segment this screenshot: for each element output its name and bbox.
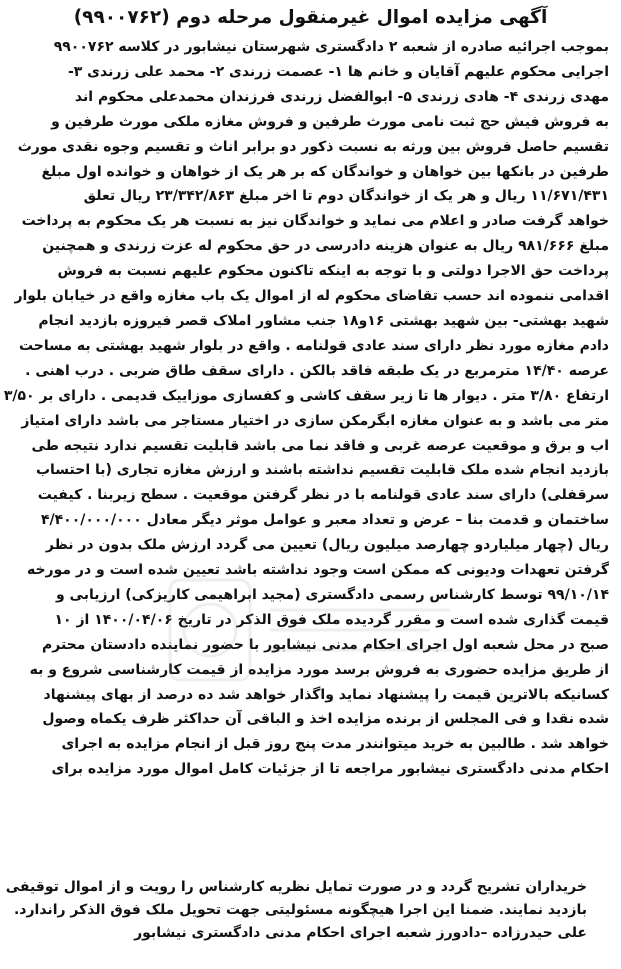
- notice-line: صبح در محل شعبه اول اجرای احکام مدنی نیشابور با حضور نماینده دادستان محترم: [42, 636, 609, 653]
- notice-line: پرداخت حق الاجرا دولتی و با توجه به اینکه تاکنون محکوم علیهم نسبت به فروش: [57, 263, 609, 280]
- notice-line: شده نقدا و فی المجلس از برنده مزایده اخذ و الباقی آن حداکثر ظرف یکماه وصول: [42, 711, 609, 728]
- notice-line: خواهد شد . طالبین به خرید میتوانندر مدت پنج روز قبل از انجام مزایده به اجرای: [61, 736, 609, 753]
- notice-line: گرفتن تعهدات ودیونی که ممکن است وجود نداشته باشد تعیین شده است و در مورخه: [26, 562, 609, 579]
- notice-line: ریال (چهار میلیاردو چهارصد میلیون ریال) تعیین می گردد ارزش ملک بدون در نظر: [45, 537, 609, 554]
- notice-line: کسانیکه بالاترین قیمت را پیشنهاد نماید واگذار خواهد شد ده درصد از بهای پیشنهاد: [43, 686, 609, 703]
- notice-line: از طریق مزایده حضوری به فروش برسد مورد مزایده از قیمت کارشناسی شروع و به: [29, 661, 609, 678]
- notice-line: بموجب اجرائیه صادره از شعبه ۲ دادگستری شهرستان نیشابور در کلاسه ۹۹۰۰۷۶۲: [53, 39, 609, 55]
- notice-line: قیمت گذاری شده است و مقرر گردیده ملک فوق الذکر در تاریخ ۱۴۰۰/۰۴/۰۶ از ۱۰: [54, 611, 609, 628]
- notice-line: طرفین در بانکها بین خواهان و خواندگان که بر هر یک از خواهان و خوانده اول مبلغ: [41, 163, 609, 180]
- notice-line: احکام مدنی دادگستری نیشابور مراجعه تا از جزئیات کامل اموال مورد مزایده برای: [51, 761, 609, 778]
- notice-line: اقدامی ننموده اند حسب تقاضای محکوم له از اموال یک باب مغازه واقع در خیابان بلوار: [14, 288, 609, 305]
- notice-footer: [0, 868, 621, 969]
- notice-line: متر می باشد و به عنوان مغازه ابگرمکن سازی در اختیار مستاجر می باشد دارای امتیاز: [21, 412, 609, 429]
- notice-line: بازدید انجام شده ملک قابلیت تقسیم نداشته باشند و ارزش مغازه تجاری (با احتساب: [35, 462, 609, 479]
- notice-title: آگهی مزایده اموال غیرمنقول مرحله دوم (۹۹۰۰۷۶۲): [73, 7, 548, 28]
- notice-line: تقسیم حاصل فروش بین ورثه به نسبت ذکور دو برابر اناث و تقسیم وجوه نقدی مورث: [17, 138, 609, 155]
- notice-line: اب و برق و موقعیت عرصه غربی و فاقد نما می باشد قابلیت تقسیم ندارد نتیجه طی: [31, 437, 609, 454]
- notice-line: سرقفلی) دارای سند عادی قولنامه با در نظر گرفتن موقعیت . سطح زیربنا . کیفیت: [37, 487, 609, 504]
- notice-line: مبلغ ۹۸۱/۶۶۶ ریال به عنوان هزینه دادرسی در حق محکوم له عزت زرندی و همچنین: [42, 238, 609, 255]
- notice-body: [3, 35, 609, 782]
- notice-line: ارتفاع ۳/۸۰ متر . دیوار ها تا زیر سقف کاشی و کفسازی موزاییک قدیمی . دارای بر ۳/۵۰: [3, 387, 609, 404]
- signature-line: علی حیدرزاده –دادورز شعبه اجرای احکام مدنی دادگستری نیشابور: [134, 925, 587, 941]
- footer-line: بازدید نمایند. ضمنا این اجرا هیچگونه مسئولیتی جهت تحویل ملک فوق الذکر راندارد.: [13, 902, 587, 918]
- notice-line: عرصه ۱۴/۴۰ مترمربع در یک طبقه فاقد بالکن . دارای سقف طاق ضربی . درب اهنی .: [25, 362, 609, 379]
- notice-line: ساختمان و قدمت بنا – عرض و تعداد معبر و عوامل موثر دیگر معادل ۴/۴۰۰/۰۰۰/۰۰۰: [40, 512, 609, 529]
- notice-line: اجرایی محکوم علیهم آقایان و خانم ها ۱- عصمت زرندی ۲- محمد علی زرندی ۳-: [67, 63, 609, 80]
- notice-line: شهید بهشتی- بین شهید بهشتی ۱۶و۱۸ جنب مشاور املاک قصر فیروزه بازدید انجام: [38, 312, 609, 329]
- notice-line: ۹۹/۱۰/۱۴ توسط کارشناس رسمی دادگستری (مجید ابراهیمی کاریزکی) ارزیابی و: [55, 586, 609, 603]
- notice-line: به فروش فیش حج ثبت نامی مورث طرفین و فروش مغازه ملکی مورث طرفین و: [51, 113, 609, 130]
- notice-line: مهدی زرندی ۴- هادی زرندی ۵- ابوالفضل زرندی فرزندان محمدعلی محکوم اند: [74, 88, 609, 105]
- footer-line: خریداران تشریح گردد و در صورت تمایل نظریه کارشناس را رویت و از اموال توقیفی: [5, 879, 587, 895]
- notice-line: خواهد گرفت صادر و اعلام می نماید و خواندگان نیز به نسبت هر یک محکوم به پرداخت: [21, 213, 609, 230]
- notice-line: ۱۱/۶۷۱/۴۳۱ ریال و هر یک از خواندگان دوم تا اخر مبلغ ۲۳/۳۴۲/۸۶۳ ریال تعلق: [83, 188, 609, 205]
- notice-line: دادم مغازه مورد نظر دارای سند عادی قولنامه . واقع در بلوار شهید بهشتی به مساحت: [18, 337, 609, 354]
